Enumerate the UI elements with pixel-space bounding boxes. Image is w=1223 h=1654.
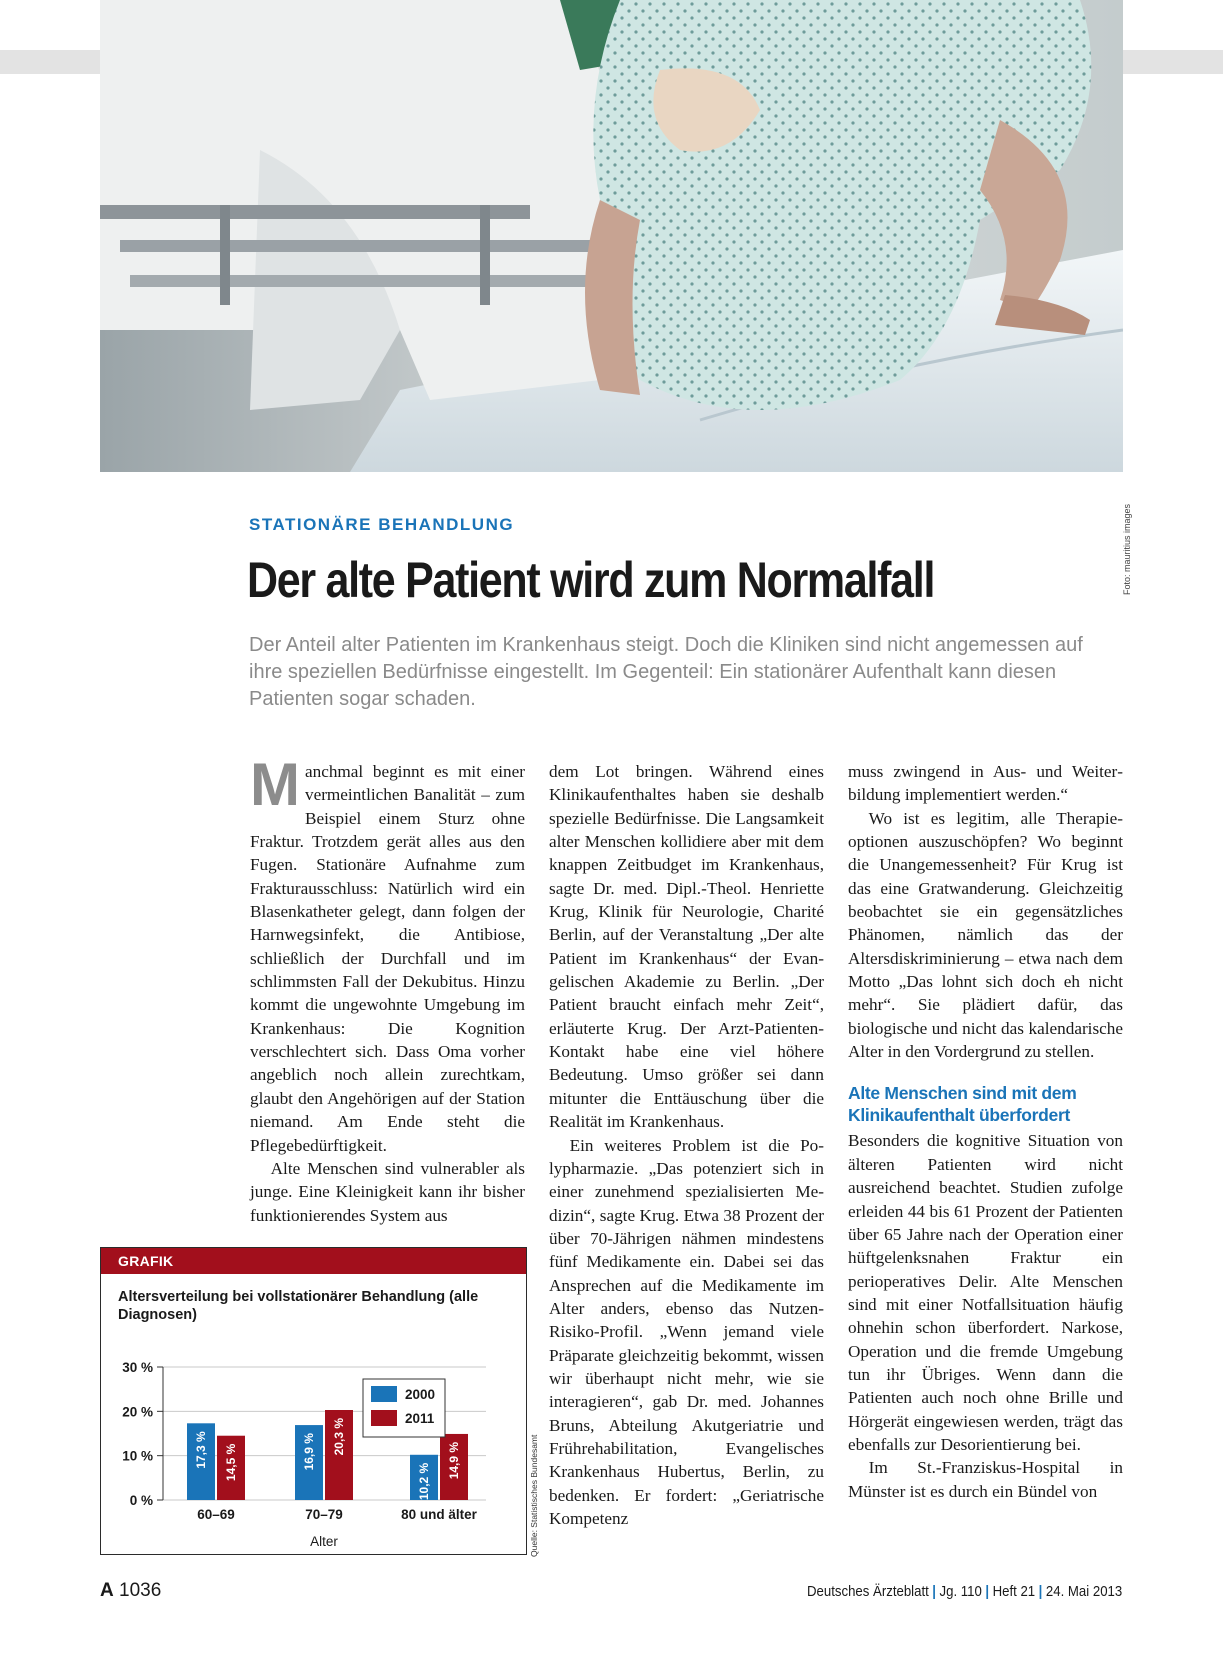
paragraph: anchmal beginnt es mit einer vermeintlichen Banalität – zum Beispiel einem Sturz ohne Fraktur. Trotzdem gerät alles aus den Fugen. Stationäre Aufnahme zum Frakturausschluss: Natürlich wird ein Blasenkatheter gelegt, dann folgen der Harnwegsinfekt, die Antibiose, schließlich der Durchfall und im schlimmsten Fall der Dekubitus. Hinzu kommt die ungewohnte Umgebung im Krankenhaus: Die Kognition verschlechtert sich. Dass Oma vorher angeblich noch allein zurechtkam, glaubt den Angehörigen auf der Station niemand. Am Ende steht die Pflegebedürftigkeit. [250, 762, 525, 1155]
chart-title: Altersverteilung bei vollstationärer Behandlung (alle Diagnosen) [118, 1289, 479, 1323]
legend-label: 2000 [405, 1387, 436, 1402]
footer-separator: | [932, 1583, 936, 1600]
x-tick-label: 60–69 [197, 1507, 235, 1522]
data-label: 16,9 % [302, 1433, 316, 1471]
data-label: 17,3 % [194, 1431, 208, 1469]
footer-separator: | [1038, 1583, 1043, 1600]
footer-separator: | [985, 1583, 989, 1600]
journal-footer [807, 1583, 1122, 1600]
article-column-2 [549, 760, 824, 1530]
y-tick-label: 0 % [129, 1493, 153, 1508]
data-label: 14,5 % [224, 1443, 238, 1482]
subheading: Alte Menschen sind mit dem Klinikaufenthalt überfordert [848, 1083, 1077, 1125]
legend-label: 2011 [405, 1411, 435, 1426]
paragraph: muss zwingend in Aus- und Weiterbildung implementiert werden.“ [848, 762, 1123, 805]
chart-source-text: Quelle: Statistisches Bundesamt [529, 1434, 539, 1557]
x-axis-label: Alter [310, 1534, 338, 1549]
paragraph: Im St.-Franziskus-Hospital in Münster ist es durch ein Bündel von [848, 1458, 1123, 1501]
section-kicker: STATIONÄRE BEHANDLUNG [249, 515, 515, 534]
data-label: 14,9 % [447, 1441, 461, 1480]
lede: Der Anteil alter Patienten im Krankenhaus steigt. Doch die Kliniken sind nicht angemessen auf ihre speziellen Bedürfnisse eingestellt. Im Gegenteil: Ein stationärer Aufenthalt kann diesen Patienten sogar schaden. [249, 634, 1083, 710]
chart-label: GRAFIK [101, 1248, 526, 1274]
photo-credit [1118, 475, 1136, 595]
y-tick-label: 30 % [122, 1360, 153, 1375]
hero-photo-illustration [100, 0, 1123, 472]
page-number [100, 1580, 161, 1602]
article-column-1 [250, 751, 525, 1227]
journal-date: 24. Mai 2013 [1045, 1583, 1122, 1600]
journal-name: Deutsches Ärzteblatt [806, 1583, 929, 1600]
chart-source [526, 1434, 542, 1557]
data-label: 10,2 % [417, 1462, 431, 1501]
chart-box [100, 1247, 527, 1555]
journal-volume: Jg. 110 [939, 1583, 982, 1600]
paragraph: Besonders die kognitive Situation von älteren Patienten wird nicht ausreichend beachtet. Studien zufolge erleiden 44 bis 61 Prozent der Patienten über 65 Jahre nach der Operation einer hüftgelenksnahen Fraktur ein perioperatives Delir. Alte Menschen sind mit einer Notfallsituation häufig ohnehin schon überfordert. Narkose, Operation und die fremde Umgebung tun ihr Übriges. Wenn dann die Patienten auch noch ohne Brille und Hörgerät eingewiesen werden, trägt das ebenfalls zur Desorientierung bei. [848, 1131, 1123, 1454]
photo-credit-text: Foto: mauritius images [1122, 503, 1132, 595]
legend-swatch [371, 1410, 397, 1426]
journal-issue: Heft 21 [992, 1583, 1035, 1600]
y-tick-label: 10 % [122, 1448, 153, 1464]
page-prefix: A [100, 1580, 114, 1601]
paragraph: Ein weiteres Problem ist die Polypharmazie. „Das potenziert sich in einer zunehmend spezialisierten Medizin“, sagte Krug. Etwa 38 Prozent der über 70-Jährigen nähmen mindestens fünf Medikamente ein. Dabei sei das Ansprechen auf die Medikamente im Alter anders, ebenso das Nutzen-Risiko-Profil. „Wenn jemand viele Präparate gleichzeitig bekommt, wissen wir überhaupt nicht mehr, wie sie interagieren“, gab Dr. med. Johannes Bruns, Abteilung Akutgeriatrie und Frührehabilitation, Evangelisches Krankenhaus Hubertus, Berlin, zu bedenken. Er fordert: „Geriatrische Kompetenz [549, 1135, 824, 1528]
bar-chart [101, 1248, 526, 1554]
x-tick-label: 80 und älter [401, 1507, 477, 1522]
legend-swatch [371, 1386, 397, 1402]
paragraph: Alte Menschen sind vulnerabler als junge. Eine Kleinigkeit kann ihr bisher funktionierendes System aus [250, 1158, 525, 1225]
paragraph: dem Lot bringen. Während eines Klinikaufenthaltes haben sie deshalb spezielle Bedürfnisse. Die Langsamkeit alter Menschen kollidiere aber mit dem knappen Zeitbudget im Krankenhaus, sagte Dr. med. Dipl.-Theol. Henriette Krug, Klinik für Neurologie, Charité Berlin, auf der Veranstaltung „Der alte Patient im Krankenhaus“ der Evangelischen Akademie zu Berlin. „Der Patient braucht einfach mehr Zeit“, erläuterte Krug. Der Arzt-Patienten-Kontakt habe eine viel höhere Bedeutung. Umso größer sei dann mitunter die Enttäuschung über die Realität im Krankenhaus. [549, 762, 824, 1132]
paragraph: Wo ist es legitim, alle Therapieoptionen auszuschöpfen? Wo beginnt die Unangemessenheit? Für Krug ist das eine Gratwanderung. Gleichzeitig beobachtet sie ein gegensätzliches Phänomen, nämlich das der Altersdiskriminierung – etwa nach dem Motto „Das lohnt sich doch eh nicht mehr“. Sie plädiert dafür, das biologische und nicht das kalendarische Alter in den Vordergrund zu stellen. [848, 808, 1123, 1062]
headline: Der alte Patient wird zum Normalfall [247, 552, 935, 608]
hero-photo [100, 0, 1123, 472]
data-label: 20,3 % [332, 1418, 346, 1456]
drop-cap: M [250, 751, 300, 818]
page-number-value: 1036 [119, 1580, 162, 1601]
x-tick-label: 70–79 [305, 1507, 343, 1522]
article-column-3 [848, 760, 1123, 1503]
y-tick-label: 20 % [122, 1404, 153, 1420]
